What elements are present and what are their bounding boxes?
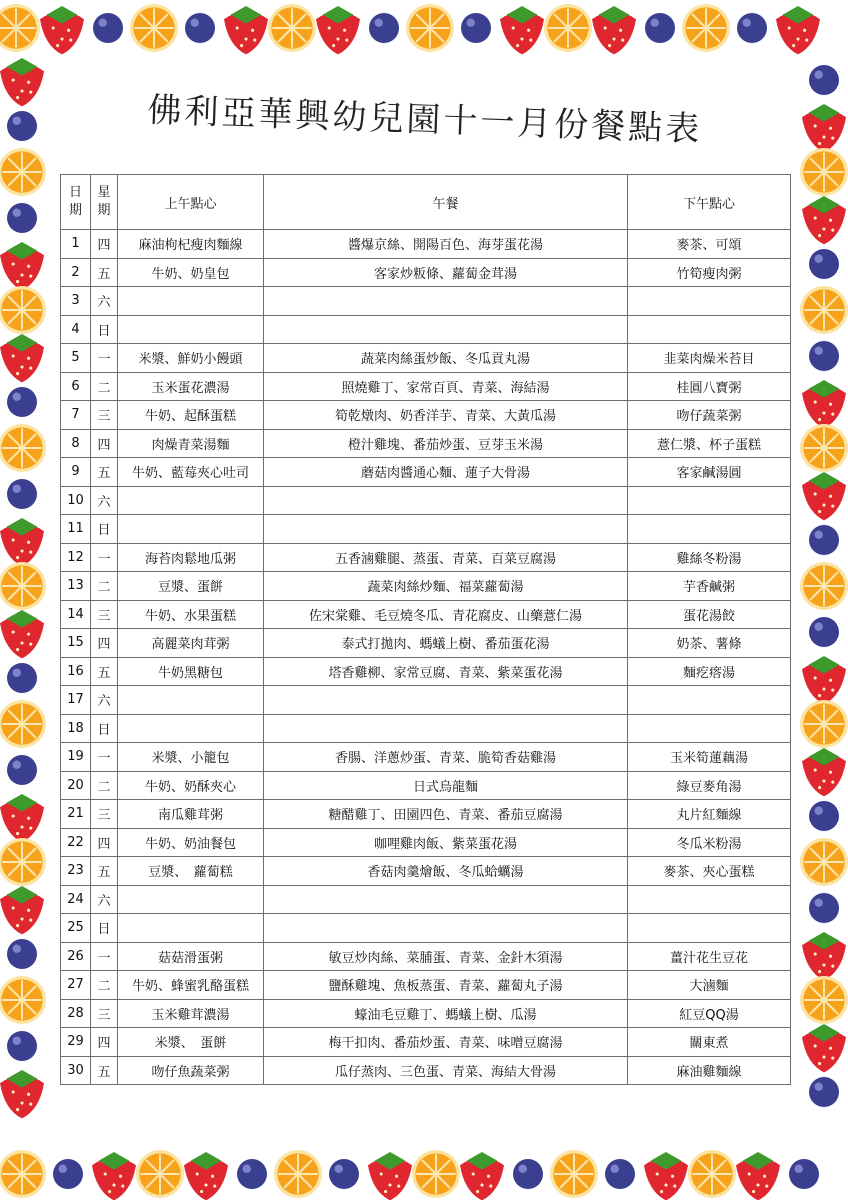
row-date: 10 (61, 486, 91, 515)
row-am-snack: 玉米雞茸濃湯 (118, 999, 264, 1028)
strawberry-icon (460, 1152, 504, 1200)
row-lunch (264, 885, 628, 914)
table-row (61, 372, 791, 401)
row-am-snack: 米漿、小籠包 (118, 743, 264, 772)
row-am-snack: 南瓜雞茸粥 (118, 800, 264, 829)
row-pm-snack (628, 914, 791, 943)
orange-slice-icon (0, 562, 46, 610)
blueberry-icon (809, 65, 839, 95)
row-pm-snack: 綠豆麥角湯 (628, 771, 791, 800)
strawberry-icon (0, 334, 44, 382)
blueberry-icon (185, 13, 215, 43)
row-weekday: 一 (91, 344, 118, 373)
orange-slice-icon (800, 286, 848, 334)
row-weekday: 四 (91, 230, 118, 259)
row-am-snack: 玉米蛋花濃湯 (118, 372, 264, 401)
row-weekday: 三 (91, 800, 118, 829)
row-weekday: 五 (91, 258, 118, 287)
table-row (61, 857, 791, 886)
row-lunch: 蔬菜肉絲蛋炒飯、冬瓜貢丸湯 (264, 344, 628, 373)
row-date: 30 (61, 1056, 91, 1085)
blueberry-icon (809, 893, 839, 923)
row-am-snack: 牛奶、奶油餐包 (118, 828, 264, 857)
orange-slice-icon (800, 148, 848, 196)
table-row (61, 258, 791, 287)
strawberry-icon (644, 1152, 688, 1200)
blueberry-icon (93, 13, 123, 43)
blueberry-icon (809, 525, 839, 555)
row-weekday: 二 (91, 572, 118, 601)
table-row (61, 771, 791, 800)
row-weekday: 四 (91, 429, 118, 458)
blueberry-icon (809, 801, 839, 831)
orange-slice-icon (682, 4, 730, 52)
orange-slice-icon (800, 976, 848, 1024)
row-weekday: 四 (91, 1028, 118, 1057)
strawberry-icon (0, 1070, 44, 1118)
row-pm-snack (628, 714, 791, 743)
strawberry-icon (316, 6, 360, 54)
blueberry-icon (809, 341, 839, 371)
table-row (61, 287, 791, 316)
row-am-snack: 牛奶、起酥蛋糕 (118, 401, 264, 430)
row-weekday: 日 (91, 914, 118, 943)
blueberry-icon (737, 13, 767, 43)
row-lunch: 橙汁雞塊、番茄炒蛋、豆芽玉米湯 (264, 429, 628, 458)
row-pm-snack: 麵疙瘩湯 (628, 657, 791, 686)
orange-slice-icon (800, 424, 848, 472)
row-am-snack (118, 315, 264, 344)
row-pm-snack: 關東煮 (628, 1028, 791, 1057)
table-row (61, 315, 791, 344)
row-pm-snack (628, 885, 791, 914)
orange-slice-icon (544, 4, 592, 52)
row-lunch: 泰式打拋肉、螞蟻上樹、番茄蛋花湯 (264, 629, 628, 658)
row-pm-snack: 冬瓜米粉湯 (628, 828, 791, 857)
row-am-snack (118, 714, 264, 743)
row-am-snack (118, 885, 264, 914)
row-weekday: 六 (91, 686, 118, 715)
row-am-snack: 肉燥青菜湯麵 (118, 429, 264, 458)
table-row (61, 914, 791, 943)
table-row (61, 828, 791, 857)
row-am-snack (118, 914, 264, 943)
strawberry-icon (0, 886, 44, 934)
orange-slice-icon (0, 286, 46, 334)
blueberry-icon (7, 387, 37, 417)
strawberry-icon (592, 6, 636, 54)
row-am-snack: 海苔肉鬆地瓜粥 (118, 543, 264, 572)
row-am-snack: 豆漿、蛋餅 (118, 572, 264, 601)
strawberry-icon (802, 656, 846, 704)
row-pm-snack: 芋香鹹粥 (628, 572, 791, 601)
row-date: 16 (61, 657, 91, 686)
row-am-snack: 菇菇滑蛋粥 (118, 942, 264, 971)
strawberry-icon (0, 518, 44, 566)
row-pm-snack: 丸片紅麵線 (628, 800, 791, 829)
row-am-snack: 牛奶、蜂蜜乳酪蛋糕 (118, 971, 264, 1000)
blueberry-icon (7, 939, 37, 969)
row-lunch: 五香滷雞腿、蒸蛋、青菜、百菜豆腐湯 (264, 543, 628, 572)
strawberry-icon (0, 242, 44, 290)
row-lunch: 佐宋棠雞、毛豆燒冬瓜、青花腐皮、山藥薏仁湯 (264, 600, 628, 629)
table-row (61, 999, 791, 1028)
row-date: 6 (61, 372, 91, 401)
row-weekday: 日 (91, 515, 118, 544)
row-am-snack (118, 486, 264, 515)
row-pm-snack: 麻油雞麵線 (628, 1056, 791, 1085)
table-row (61, 885, 791, 914)
row-pm-snack: 蛋花湯餃 (628, 600, 791, 629)
row-weekday: 三 (91, 401, 118, 430)
strawberry-icon (802, 1024, 846, 1072)
row-weekday: 五 (91, 857, 118, 886)
row-lunch (264, 315, 628, 344)
row-weekday: 四 (91, 828, 118, 857)
row-date: 20 (61, 771, 91, 800)
strawberry-icon (802, 380, 846, 428)
row-lunch: 蔬菜肉絲炒麵、福菜蘿蔔湯 (264, 572, 628, 601)
row-pm-snack: 薏仁漿、杯子蛋糕 (628, 429, 791, 458)
row-date: 17 (61, 686, 91, 715)
row-lunch: 敏豆炒肉絲、菜脯蛋、青菜、金針木須湯 (264, 942, 628, 971)
header-lunch: 午餐 (264, 175, 628, 230)
table-row (61, 714, 791, 743)
row-am-snack (118, 287, 264, 316)
orange-slice-icon (406, 4, 454, 52)
row-weekday: 五 (91, 458, 118, 487)
row-lunch (264, 686, 628, 715)
blueberry-icon (645, 13, 675, 43)
orange-slice-icon (0, 4, 40, 52)
blueberry-icon (789, 1159, 819, 1189)
blueberry-icon (7, 203, 37, 233)
row-weekday: 一 (91, 942, 118, 971)
row-lunch: 蘑菇肉醬通心麵、蓮子大骨湯 (264, 458, 628, 487)
blueberry-icon (7, 111, 37, 141)
row-pm-snack: 桂圓八寶粥 (628, 372, 791, 401)
table-row (61, 515, 791, 544)
row-date: 2 (61, 258, 91, 287)
orange-slice-icon (0, 1150, 46, 1198)
row-pm-snack: 紅豆QQ湯 (628, 999, 791, 1028)
header-date: 日 期 (61, 175, 91, 230)
blueberry-icon (7, 479, 37, 509)
row-lunch (264, 914, 628, 943)
orange-slice-icon (550, 1150, 598, 1198)
orange-slice-icon (136, 1150, 184, 1198)
row-weekday: 五 (91, 1056, 118, 1085)
table-row (61, 800, 791, 829)
strawberry-icon (224, 6, 268, 54)
table-row (61, 429, 791, 458)
row-lunch: 糖醋雞丁、田園四色、青菜、番茄豆腐湯 (264, 800, 628, 829)
row-lunch (264, 287, 628, 316)
orange-slice-icon (688, 1150, 736, 1198)
orange-slice-icon (274, 1150, 322, 1198)
row-am-snack: 高麗菜肉茸粥 (118, 629, 264, 658)
row-weekday: 三 (91, 999, 118, 1028)
strawberry-icon (776, 6, 820, 54)
row-date: 11 (61, 515, 91, 544)
blueberry-icon (7, 1031, 37, 1061)
row-date: 5 (61, 344, 91, 373)
table-row (61, 1028, 791, 1057)
strawberry-icon (0, 610, 44, 658)
row-lunch: 梅干扣肉、番茄炒蛋、青菜、味噌豆腐湯 (264, 1028, 628, 1057)
blueberry-icon (605, 1159, 635, 1189)
header-pm-snack: 下午點心 (628, 175, 791, 230)
row-weekday: 日 (91, 714, 118, 743)
strawberry-icon (802, 748, 846, 796)
table-row (61, 1056, 791, 1085)
row-weekday: 日 (91, 315, 118, 344)
row-weekday: 五 (91, 657, 118, 686)
row-weekday: 二 (91, 372, 118, 401)
blueberry-icon (7, 755, 37, 785)
row-date: 12 (61, 543, 91, 572)
header-am-snack: 上午點心 (118, 175, 264, 230)
strawberry-icon (500, 6, 544, 54)
row-pm-snack: 奶茶、薯條 (628, 629, 791, 658)
row-lunch: 醬爆京絲、開陽百色、海芽蛋花湯 (264, 230, 628, 259)
row-pm-snack: 韭菜肉燥米苔目 (628, 344, 791, 373)
strawberry-icon (40, 6, 84, 54)
blueberry-icon (809, 617, 839, 647)
orange-slice-icon (412, 1150, 460, 1198)
row-lunch: 瓜仔蒸肉、三色蛋、青菜、海結大骨湯 (264, 1056, 628, 1085)
row-lunch: 香菇肉羹燴飯、冬瓜蛤蠣湯 (264, 857, 628, 886)
row-lunch (264, 515, 628, 544)
row-am-snack: 牛奶黑糖包 (118, 657, 264, 686)
blueberry-icon (53, 1159, 83, 1189)
row-weekday: 二 (91, 771, 118, 800)
row-date: 27 (61, 971, 91, 1000)
row-am-snack: 麻油枸杞瘦肉麵線 (118, 230, 264, 259)
blueberry-icon (809, 249, 839, 279)
row-lunch: 鹽酥雞塊、魚板蒸蛋、青菜、蘿蔔丸子湯 (264, 971, 628, 1000)
table-row (61, 458, 791, 487)
row-pm-snack: 大滷麵 (628, 971, 791, 1000)
header-row (61, 175, 791, 230)
orange-slice-icon (0, 976, 46, 1024)
row-pm-snack (628, 486, 791, 515)
row-date: 15 (61, 629, 91, 658)
strawberry-icon (802, 104, 846, 152)
row-am-snack: 豆漿、 蘿蔔糕 (118, 857, 264, 886)
row-lunch (264, 486, 628, 515)
strawberry-icon (802, 196, 846, 244)
table-row (61, 230, 791, 259)
row-weekday: 一 (91, 543, 118, 572)
row-weekday: 六 (91, 287, 118, 316)
strawberry-icon (92, 1152, 136, 1200)
table-row (61, 743, 791, 772)
row-date: 19 (61, 743, 91, 772)
strawberry-icon (736, 1152, 780, 1200)
table-row (61, 600, 791, 629)
row-pm-snack: 竹筍瘦肉粥 (628, 258, 791, 287)
row-weekday: 六 (91, 885, 118, 914)
row-date: 26 (61, 942, 91, 971)
strawberry-icon (368, 1152, 412, 1200)
row-date: 22 (61, 828, 91, 857)
blueberry-icon (369, 13, 399, 43)
table-row (61, 942, 791, 971)
orange-slice-icon (268, 4, 316, 52)
row-pm-snack (628, 686, 791, 715)
table-row (61, 401, 791, 430)
row-pm-snack (628, 287, 791, 316)
orange-slice-icon (0, 700, 46, 748)
row-am-snack: 米漿、鮮奶小饅頭 (118, 344, 264, 373)
row-pm-snack: 吻仔蔬菜粥 (628, 401, 791, 430)
blueberry-icon (513, 1159, 543, 1189)
orange-slice-icon (130, 4, 178, 52)
row-lunch (264, 714, 628, 743)
page-title: 佛利亞華興幼兒園十一月份餐點表 (146, 90, 703, 150)
row-pm-snack: 麥茶、夾心蛋糕 (628, 857, 791, 886)
row-am-snack: 米漿、 蛋餅 (118, 1028, 264, 1057)
row-lunch: 日式烏龍麵 (264, 771, 628, 800)
table-row (61, 543, 791, 572)
row-date: 23 (61, 857, 91, 886)
blueberry-icon (237, 1159, 267, 1189)
row-date: 29 (61, 1028, 91, 1057)
row-date: 4 (61, 315, 91, 344)
table-row (61, 657, 791, 686)
blueberry-icon (809, 1077, 839, 1107)
row-date: 13 (61, 572, 91, 601)
row-lunch: 塔香雞柳、家常豆腐、青菜、紫菜蛋花湯 (264, 657, 628, 686)
row-weekday: 二 (91, 971, 118, 1000)
row-am-snack: 吻仔魚蔬菜粥 (118, 1056, 264, 1085)
header-weekday: 星 期 (91, 175, 118, 230)
row-date: 14 (61, 600, 91, 629)
blueberry-icon (329, 1159, 359, 1189)
row-pm-snack: 客家鹹湯圓 (628, 458, 791, 487)
row-lunch: 蠔油毛豆雞丁、螞蟻上樹、瓜湯 (264, 999, 628, 1028)
table-row (61, 344, 791, 373)
row-date: 18 (61, 714, 91, 743)
strawberry-icon (0, 58, 44, 106)
row-lunch: 客家炒粄條、蘿蔔金茸湯 (264, 258, 628, 287)
row-weekday: 三 (91, 600, 118, 629)
table-row (61, 971, 791, 1000)
row-pm-snack (628, 315, 791, 344)
row-date: 9 (61, 458, 91, 487)
row-pm-snack: 麥茶、可頌 (628, 230, 791, 259)
table-row (61, 629, 791, 658)
row-pm-snack: 薑汁花生豆花 (628, 942, 791, 971)
row-am-snack (118, 515, 264, 544)
orange-slice-icon (800, 562, 848, 610)
row-am-snack: 牛奶、水果蛋糕 (118, 600, 264, 629)
orange-slice-icon (800, 838, 848, 886)
row-date: 1 (61, 230, 91, 259)
row-date: 3 (61, 287, 91, 316)
row-lunch: 筍乾燉肉、奶香洋芋、青菜、大黃瓜湯 (264, 401, 628, 430)
row-am-snack: 牛奶、奶酥夾心 (118, 771, 264, 800)
orange-slice-icon (0, 838, 46, 886)
row-am-snack: 牛奶、藍莓夾心吐司 (118, 458, 264, 487)
row-weekday: 一 (91, 743, 118, 772)
strawberry-icon (0, 794, 44, 842)
row-date: 24 (61, 885, 91, 914)
blueberry-icon (7, 663, 37, 693)
row-weekday: 四 (91, 629, 118, 658)
meal-schedule-table (60, 174, 791, 1085)
row-am-snack (118, 686, 264, 715)
row-weekday: 六 (91, 486, 118, 515)
row-lunch: 香腸、洋蔥炒蛋、青菜、脆筍香菇雞湯 (264, 743, 628, 772)
row-lunch: 照燒雞丁、家常百頁、青菜、海結湯 (264, 372, 628, 401)
row-date: 8 (61, 429, 91, 458)
row-pm-snack (628, 515, 791, 544)
row-date: 28 (61, 999, 91, 1028)
orange-slice-icon (0, 424, 46, 472)
row-pm-snack: 雞絲冬粉湯 (628, 543, 791, 572)
row-date: 21 (61, 800, 91, 829)
strawberry-icon (802, 932, 846, 980)
strawberry-icon (802, 472, 846, 520)
row-date: 7 (61, 401, 91, 430)
orange-slice-icon (0, 148, 46, 196)
row-pm-snack: 玉米筍蓮藕湯 (628, 743, 791, 772)
strawberry-icon (184, 1152, 228, 1200)
row-am-snack: 牛奶、奶皇包 (118, 258, 264, 287)
row-date: 25 (61, 914, 91, 943)
row-lunch: 咖哩雞肉飯、紫菜蛋花湯 (264, 828, 628, 857)
table-row (61, 572, 791, 601)
table-row (61, 686, 791, 715)
blueberry-icon (461, 13, 491, 43)
table-row (61, 486, 791, 515)
orange-slice-icon (800, 700, 848, 748)
